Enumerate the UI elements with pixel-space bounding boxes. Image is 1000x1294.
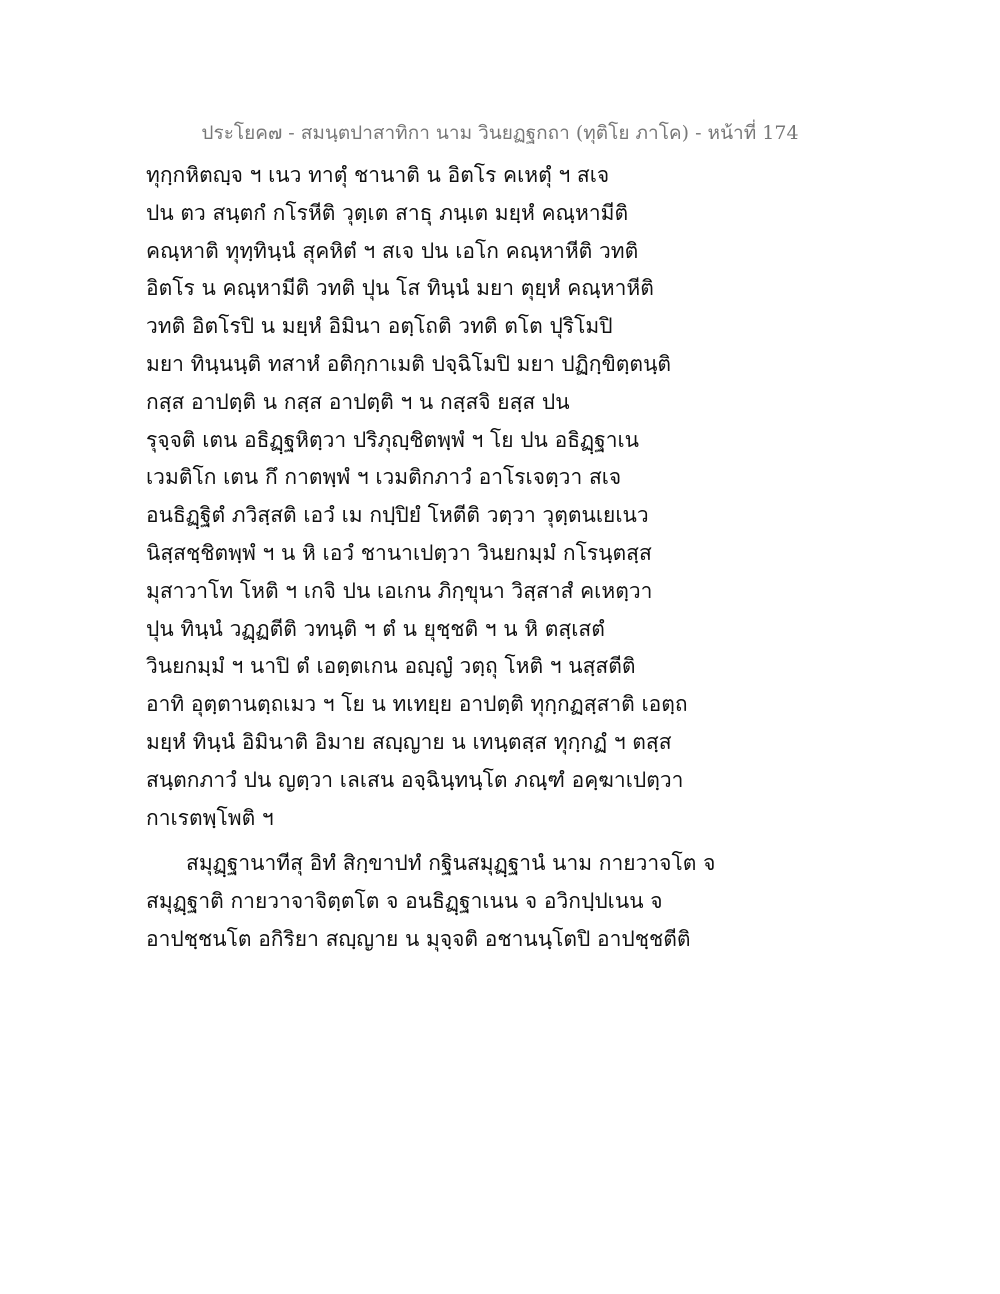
text-line: นิสฺสชฺชิตพฺพํ ฯ น หิ เอวํ ชานาเปตฺวา วินยกมฺมํ กโรนฺตสฺส <box>146 540 652 565</box>
text-line: ทุกฺกหิตญฺจ ฯ เนว ทาตุํ ชานาติ น อิตโร คเหตุํ ฯ สเจ <box>146 163 610 187</box>
page-header: ประโยค๗ - สมนฺตปาสาทิกา นาม วินยฏฐกถา (ทุติโย ภาโค) - หน้าที่ 174 <box>201 122 799 144</box>
text-line: กาเรตพฺโพติ ฯ <box>146 805 274 830</box>
text-line: มยา ทินฺนนฺติ ทสาหํ อติกฺกาเมติ ปจฺฉิโมปิ มยา ปฏิกฺขิตฺตนฺติ <box>146 351 672 376</box>
text-line: เวมติโก เตน กึ กาตพฺพํ ฯ เวมติกภาวํ อาโรเจตฺวา สเจ <box>146 465 622 490</box>
paragraph-1 <box>146 157 866 837</box>
text-line: ปน ตว สนฺตกํ กโรหีติ วุตฺเต สาธุ ภนฺเต มยฺหํ คณฺหามีติ <box>146 200 629 225</box>
text-line: วทติ อิตโรปิ น มยฺหํ อิมินา อตฺโถติ วทติ ตโต ปุริโมปิ <box>146 314 613 339</box>
text-line: มุสาวาโท โหติ ฯ เกจิ ปน เอเกน ภิกฺขุนา วิสฺสาสํ คเหตฺวา <box>146 578 653 603</box>
text-line: รุจฺจติ เตน อธิฏฺฐหิตฺวา ปริภุญฺชิตพฺพํ ฯ โย ปน อธิฏฺฐาเน <box>146 427 640 452</box>
text-line: สนฺตกภาวํ ปน ญตฺวา เลเสน อจฺฉินฺทนฺโต ภณฺฑํ อคฺฆาเปตฺวา <box>146 767 684 792</box>
text-line: อิตโร น คณฺหามีติ วทติ ปุน โส ทินฺนํ มยา ตุยฺหํ คณฺหาหีติ <box>146 276 654 301</box>
text-line: อาทิ อุตฺตานตฺถเมว ฯ โย น ทเทยฺย อาปตฺติ ทุกฺกฏสฺสาติ เอตฺถ <box>146 692 688 717</box>
paragraph-gap <box>146 837 866 845</box>
text-line: อนธิฏฺฐิตํ ภวิสฺสติ เอวํ เม กปฺปิยํ โหตีติ วตฺวา วุตฺตนเยเนว <box>146 503 649 528</box>
text-line: มยฺหํ ทินฺนํ อิมินาติ อิมาย สญฺญาย น เทนฺตสฺส ทุกฺกฏํ ฯ ตสฺส <box>146 729 672 754</box>
text-line: วินยกมฺมํ ฯ นาปิ ตํ เอตฺตเกน อญฺญํ วตฺถุ โหติ ฯ นสฺสตีติ <box>146 654 636 679</box>
text-line: สมุฏฺฐาติ กายวาจาจิตฺตโต จ อนธิฏฺฐาเนน จ อวิกปฺปเนน จ <box>146 889 663 914</box>
text-line: อาปชฺชนโต อกิริยา สญฺญาย น มุจฺจติ อชานนฺโตปิ อาปชฺชตีติ <box>146 926 691 951</box>
body-text <box>146 157 866 959</box>
text-line: ปุน ทินฺนํ วฏฺฏตีติ วทนฺติ ฯ ตํ น ยุชฺชติ ฯ น หิ ตสฺเสตํ <box>146 616 605 641</box>
paragraph-2 <box>146 845 866 958</box>
text-line: คณฺหาติ ทุทฺทินฺนํ สุคหิตํ ฯ สเจ ปน เอโก คณฺหาหีติ วทติ <box>146 238 639 263</box>
text-line: กสฺส อาปตฺติ น กสฺส อาปตฺติ ฯ น กสฺสจิ ยสฺส ปน <box>146 389 570 414</box>
text-line: สมุฏฺฐานาทีสุ อิทํ สิกฺขาปทํ กฐินสมุฏฺฐานํ นาม กายวาจโต จ <box>186 851 716 876</box>
